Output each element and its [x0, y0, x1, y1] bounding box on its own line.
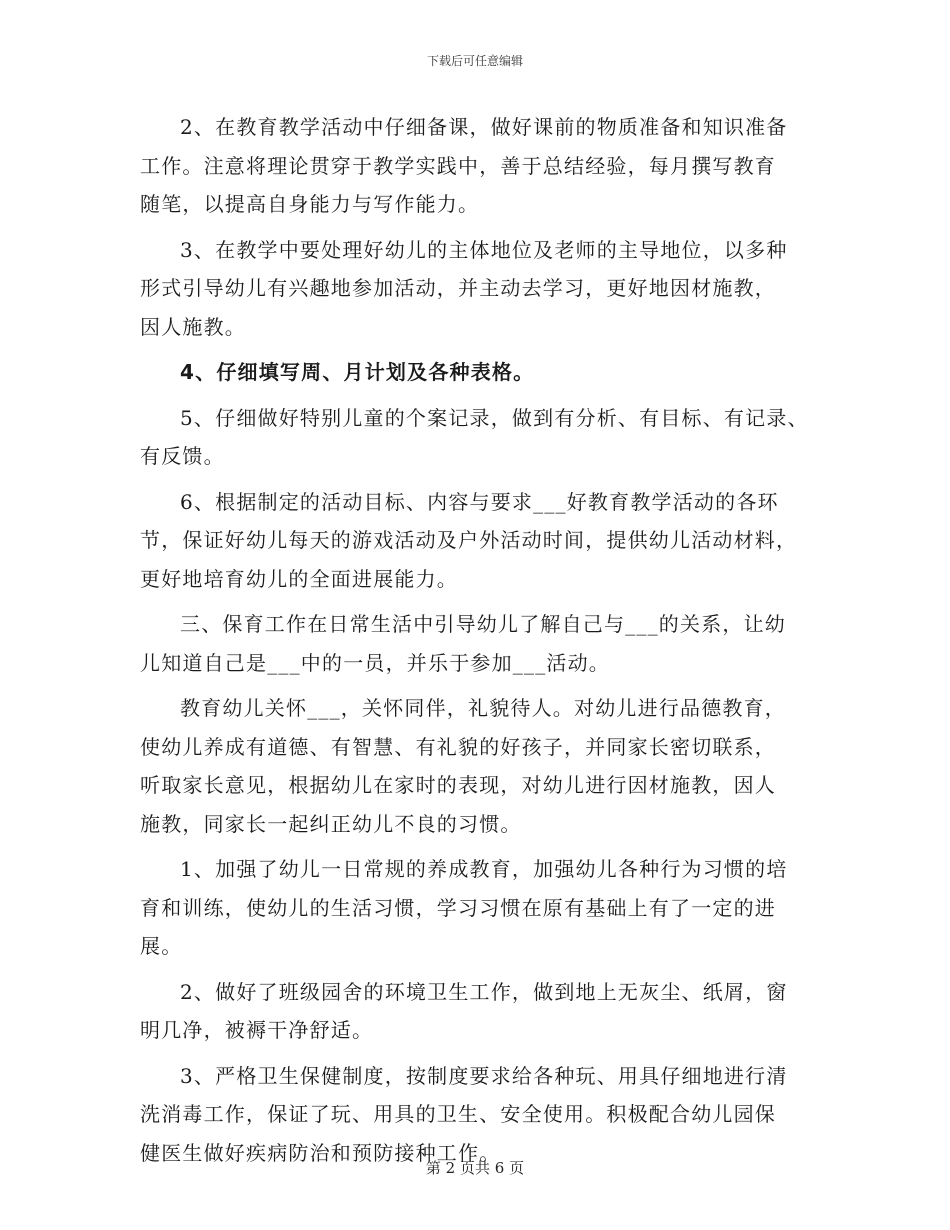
text-line: 使幼儿养成有道德、有智慧、有礼貌的好孩子，并同家长密切联系，	[140, 734, 776, 759]
text-line: 展。	[140, 934, 183, 958]
text-line: 更好地培育幼儿的全面进展能力。	[140, 566, 458, 591]
text-line: 有反馈。	[140, 444, 225, 468]
paragraph-5	[140, 483, 830, 599]
text-line: 儿知道自己是___中的一员，并乐于参加___活动。	[140, 650, 610, 675]
text-line: 施教，同家长一起纠正幼儿不良的习惯。	[140, 811, 522, 836]
text-line: 工作。注意将理论贯穿于教学实践中，善于总结经验，每月撰写教育	[140, 153, 776, 178]
text-line: 3、在教学中要处理好幼儿的主体地位及老师的主导地位，以多种	[180, 237, 788, 262]
text-line: 三、保育工作在日常生活中引导幼儿了解自己与___的关系，让幼	[180, 612, 786, 636]
text-line: 听取家长意见，根据幼儿在家时的表现，对幼儿进行因材施教，因人	[140, 773, 776, 797]
page-footer: 第 2 页共 6 页	[425, 1159, 525, 1177]
text-line: 形式引导幼儿有兴趣地参加活动，并主动去学习，更好地因材施教，	[140, 276, 776, 300]
paragraph-10	[140, 1057, 830, 1173]
text-line: 6、根据制定的活动目标、内容与要求___好教育教学活动的各环	[180, 489, 779, 514]
text-line: 2、做好了班级园舍的环境卫生工作，做到地上无灰尘、纸屑，窗	[180, 979, 788, 1004]
text-line: 3、严格卫生保健制度，按制度要求给各种玩、用具仔细地进行清	[180, 1063, 788, 1088]
text-line: 5、仔细做好特别儿童的个案记录，做到有分析、有目标、有记录、	[180, 405, 809, 430]
text-line: 洗消毒工作，保证了玩、用具的卫生、安全使用。积极配合幼儿园保	[140, 1102, 776, 1126]
paragraph-2	[140, 231, 830, 347]
paragraph-3-bold	[140, 353, 830, 392]
page-header: 下载后可任意编辑	[426, 54, 523, 68]
paragraph-4	[140, 399, 830, 476]
text-line: 明几净，被褥干净舒适。	[140, 1018, 374, 1042]
paragraph-9	[140, 973, 830, 1050]
text-line: 育和训练，使幼儿的生活习惯，学习习惯在原有基础上有了一定的进	[140, 895, 776, 920]
paragraph-6	[140, 605, 830, 682]
text-line: 节，保证好幼儿每天的游戏活动及户外活动时间，提供幼儿活动材料，	[140, 528, 798, 552]
text-line: 教育幼儿关怀___，关怀同伴，礼貌待人。对幼儿进行品德教育，	[180, 696, 786, 720]
text-line: 2、在教育教学活动中仔细备课，做好课前的物质准备和知识准备	[180, 115, 788, 139]
text-line: 因人施教。	[140, 314, 246, 339]
text-line: 4、仔细填写周、月计划及各种表格。	[180, 360, 535, 384]
text-line: 健医生做好疾病防治和预防接种工作。	[140, 1140, 501, 1165]
paragraph-1	[140, 108, 830, 224]
text-line: 随笔，以提高自身能力与写作能力。	[140, 192, 480, 216]
document-body	[140, 108, 830, 1179]
paragraph-7	[140, 689, 830, 843]
text-line: 1、加强了幼儿一日常规的养成教育，加强幼儿各种行为习惯的培	[180, 857, 788, 881]
paragraph-8	[140, 850, 830, 966]
